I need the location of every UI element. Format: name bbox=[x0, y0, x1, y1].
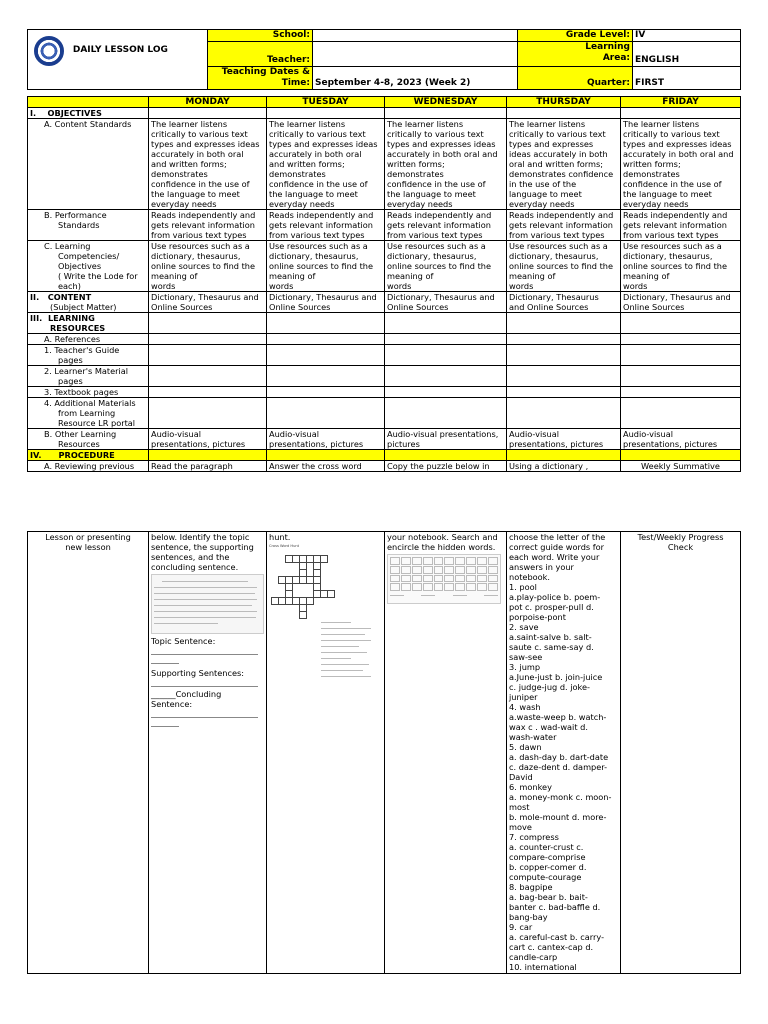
cell-line: demonstrates bbox=[623, 169, 680, 179]
cell-lines bbox=[385, 241, 507, 292]
cell-line: Reads independently and bbox=[509, 210, 614, 220]
cell-text: hunt. bbox=[269, 532, 291, 542]
cell-line: cart c. cantex-cap d. bbox=[509, 942, 594, 952]
cell-line: critically to various text bbox=[269, 129, 366, 139]
dates-label: Teaching Dates & Time: bbox=[208, 67, 313, 90]
cell-line: from various text types bbox=[269, 230, 365, 240]
row-label: B. Performance Standards bbox=[28, 210, 149, 241]
cell-line: words bbox=[269, 281, 294, 291]
tuesday-continued-cell bbox=[267, 532, 385, 974]
cell-line: answers in your bbox=[509, 562, 574, 572]
answer-line bbox=[151, 678, 258, 687]
cell-line: a. bag-bear b. bait- bbox=[509, 892, 588, 902]
cell-line: online sources to find the bbox=[151, 261, 256, 271]
cell-lines bbox=[621, 429, 741, 450]
additional-materials-row bbox=[28, 398, 741, 429]
cell-line: and written forms; bbox=[151, 159, 227, 169]
cell-lines bbox=[621, 210, 741, 241]
objectives-row bbox=[28, 108, 741, 119]
cell-line: Dictionary, Thesaurus and bbox=[269, 292, 377, 302]
reviewing-row bbox=[28, 461, 741, 472]
topic-sentence-label: Topic Sentence: bbox=[151, 636, 216, 646]
cell-line: concluding sentence. bbox=[151, 562, 239, 572]
reviewing-cell: Copy the puzzle below in bbox=[385, 461, 507, 472]
cell-line: b. mole-mount d. more- bbox=[509, 812, 607, 822]
concluding-label: ______Concluding Sentence: bbox=[151, 689, 222, 709]
cell-lines bbox=[507, 241, 621, 292]
teacher-label: Teacher: bbox=[208, 42, 313, 67]
cell-line: gets relevant information bbox=[387, 220, 491, 230]
teachers-guide-row bbox=[28, 345, 741, 366]
monday-continued-cell bbox=[149, 532, 267, 974]
cell-line: gets relevant information bbox=[509, 220, 613, 230]
cell-line: confidence in the use of bbox=[387, 179, 486, 189]
cell-lines bbox=[385, 119, 507, 210]
cell-line: most bbox=[509, 802, 530, 812]
cell-line: demonstrates confidence bbox=[509, 169, 614, 179]
cell-lines bbox=[507, 119, 621, 210]
cell-line: sentence, the supporting bbox=[151, 542, 254, 552]
header-table bbox=[27, 29, 741, 90]
logo-cell bbox=[28, 30, 208, 90]
cell-line: in the use of the bbox=[509, 179, 577, 189]
cell-line: everyday needs bbox=[623, 199, 689, 209]
day-header: FRIDAY bbox=[621, 97, 741, 108]
cell-lines bbox=[621, 292, 741, 313]
cell-lines bbox=[385, 429, 507, 450]
cell-line: words bbox=[387, 281, 412, 291]
cell-line: dictionary, thesaurus, bbox=[387, 251, 477, 261]
cell-lines bbox=[267, 292, 385, 313]
cell-line: Reads independently and bbox=[269, 210, 374, 220]
cell-line: gets relevant information bbox=[269, 220, 373, 230]
reviewing-cell: Weekly Summative bbox=[621, 461, 741, 472]
cell-line: The learner listens bbox=[151, 119, 228, 129]
cell-line: accurately in both oral and bbox=[623, 149, 734, 159]
cell-line: 2. save bbox=[509, 622, 539, 632]
cell-line: dictionary, thesaurus, bbox=[623, 251, 713, 261]
cell-lines bbox=[507, 292, 621, 313]
cell-lines bbox=[387, 532, 504, 552]
crossword-image bbox=[269, 549, 377, 689]
cell-line: a. counter-crust c. bbox=[509, 842, 584, 852]
cell-line: online sources to find the bbox=[509, 261, 614, 271]
cell-line: correct guide words for bbox=[509, 542, 605, 552]
cell-lines bbox=[149, 241, 267, 292]
cell-line: everyday needs bbox=[269, 199, 335, 209]
cell-line: a. careful-cast b. carry- bbox=[509, 932, 605, 942]
continuation-row bbox=[28, 532, 741, 974]
cell-lines bbox=[507, 429, 621, 450]
cell-line: words bbox=[151, 281, 176, 291]
cell-line: demonstrates bbox=[151, 169, 208, 179]
cell-line: meaning of bbox=[509, 271, 556, 281]
cell-line: confidence in the use of bbox=[623, 179, 722, 189]
row-label: Lesson or presenting new lesson bbox=[28, 532, 149, 974]
cell-line: 10. international bbox=[509, 962, 577, 972]
cell-line: Audio-visual presentations, bbox=[387, 429, 499, 439]
word-search-image bbox=[387, 554, 501, 604]
row-label: A. References bbox=[28, 334, 149, 345]
answer-line bbox=[151, 709, 258, 718]
content-row bbox=[28, 292, 741, 313]
references-row bbox=[28, 334, 741, 345]
cell-line: 6. monkey bbox=[509, 782, 552, 792]
quarter-label: Quarter: bbox=[518, 67, 633, 90]
cell-line: critically to various text bbox=[509, 129, 606, 139]
cell-line: confidence in the use of bbox=[269, 179, 368, 189]
cell-lines bbox=[149, 119, 267, 210]
cell-line: written forms; bbox=[387, 159, 445, 169]
cell-line: saute c. same-say d. bbox=[509, 642, 594, 652]
cell-line: sentences, and the bbox=[151, 552, 230, 562]
cell-line: The learner listens bbox=[387, 119, 464, 129]
cell-lines bbox=[621, 241, 741, 292]
cell-line: compute-courage bbox=[509, 872, 582, 882]
cell-line: critically to various text bbox=[623, 129, 720, 139]
row-label: II. CONTENT (Subject Matter) bbox=[28, 292, 149, 313]
cell-line: gets relevant information bbox=[151, 220, 255, 230]
cell-line: the language to meet bbox=[151, 189, 240, 199]
cell-line: wax c . wad-wait d. bbox=[509, 722, 588, 732]
competencies-row bbox=[28, 241, 741, 292]
reviewing-cell: Answer the cross word bbox=[267, 461, 385, 472]
cell-line: Use resources such as a bbox=[269, 241, 368, 251]
row-label: A. Content Standards bbox=[28, 119, 149, 210]
cell-line: Audio-visual bbox=[269, 429, 320, 439]
cell-line: 4. wash bbox=[509, 702, 541, 712]
cell-line: language to meet bbox=[509, 189, 582, 199]
cell-lines bbox=[267, 241, 385, 292]
wednesday-continued-cell bbox=[385, 532, 507, 974]
row-label: 1. Teacher's Guide pages bbox=[28, 345, 149, 366]
day-header: MONDAY bbox=[149, 97, 267, 108]
cell-line: and Online Sources bbox=[509, 302, 589, 312]
cell-line: demonstrates bbox=[387, 169, 444, 179]
answer-line bbox=[151, 646, 258, 655]
cell-line: Dictionary, Thesaurus and bbox=[387, 292, 495, 302]
procedure-row bbox=[28, 450, 741, 461]
thursday-continued-cell bbox=[507, 532, 621, 974]
cell-line: pot c. prosper-pull d. bbox=[509, 602, 594, 612]
cell-line: c. judge-jug d. joke- bbox=[509, 682, 590, 692]
cell-line: the language to meet bbox=[387, 189, 476, 199]
cell-lines bbox=[267, 119, 385, 210]
cell-line: b. copper-comer d. bbox=[509, 862, 587, 872]
cell-lines bbox=[267, 429, 385, 450]
cell-line: notebook. bbox=[509, 572, 551, 582]
cell-line: your notebook. Search and bbox=[387, 532, 498, 542]
cell-line: from various text types bbox=[623, 230, 719, 240]
row-label: A. Reviewing previous bbox=[28, 461, 149, 472]
cell-line: presentations, pictures bbox=[151, 439, 246, 449]
crossword-title: Cross Word Hunt bbox=[269, 544, 300, 548]
cell-line: Reads independently and bbox=[387, 210, 492, 220]
cell-line: Dictionary, Thesaurus bbox=[509, 292, 599, 302]
cell-line: types and expresses bbox=[509, 139, 594, 149]
cell-line: the language to meet bbox=[623, 189, 712, 199]
teacher-value bbox=[313, 42, 518, 67]
cell-lines bbox=[151, 532, 264, 572]
days-header-row bbox=[28, 97, 741, 108]
cell-line: accurately in both oral and bbox=[387, 149, 498, 159]
cell-line: from various text types bbox=[509, 230, 605, 240]
cell-lines bbox=[385, 292, 507, 313]
cell-line: The learner listens bbox=[509, 119, 586, 129]
cell-line: confidence in the use of bbox=[151, 179, 250, 189]
cell-line: Check bbox=[667, 542, 694, 552]
cell-line: Audio-visual bbox=[623, 429, 674, 439]
section-label: I. OBJECTIVES bbox=[28, 108, 149, 119]
cell-line: the language to meet bbox=[269, 189, 358, 199]
resources-row bbox=[28, 313, 741, 334]
cell-line: words bbox=[509, 281, 534, 291]
cell-line: accurately in both oral bbox=[151, 149, 244, 159]
cell-line: everyday needs bbox=[509, 199, 575, 209]
cell-line: written forms; bbox=[623, 159, 681, 169]
continuation-table bbox=[27, 531, 741, 974]
learners-material-row bbox=[28, 366, 741, 387]
cell-line: pictures bbox=[387, 439, 420, 449]
day-header: WEDNESDAY bbox=[385, 97, 507, 108]
cell-line: The learner listens bbox=[623, 119, 700, 129]
cell-line: below. Identify the topic bbox=[151, 532, 250, 542]
day-header: THURSDAY bbox=[507, 97, 621, 108]
logo-title: DAILY LESSON LOG bbox=[72, 44, 168, 55]
cell-lines bbox=[149, 292, 267, 313]
cell-line: types and expresses ideas bbox=[151, 139, 260, 149]
cell-lines bbox=[507, 210, 621, 241]
cell-line: juniper bbox=[509, 692, 538, 702]
content-standards-row bbox=[28, 119, 741, 210]
cell-line: Dictionary, Thesaurus and bbox=[623, 292, 731, 302]
cell-line: meaning of bbox=[387, 271, 434, 281]
cell-line: presentations, pictures bbox=[509, 439, 604, 449]
performance-row bbox=[28, 210, 741, 241]
cell-line: 3. jump bbox=[509, 662, 541, 672]
cell-line: Dictionary, Thesaurus and bbox=[151, 292, 259, 302]
cell-line: 8. bagpipe bbox=[509, 882, 553, 892]
corner-cell bbox=[28, 97, 149, 108]
cell-line: Audio-visual bbox=[509, 429, 560, 439]
cell-line: oral and written forms; bbox=[509, 159, 603, 169]
cell-line: Test/Weekly Progress bbox=[637, 532, 724, 542]
cell-line: David bbox=[509, 772, 533, 782]
cell-line: 1. pool bbox=[509, 582, 537, 592]
cell-line: saw-see bbox=[509, 652, 543, 662]
cell-line: a.June-just b. join-juice bbox=[509, 672, 603, 682]
cell-line: wash-water bbox=[509, 732, 557, 742]
cell-lines bbox=[385, 210, 507, 241]
grade-value: IV bbox=[633, 30, 741, 42]
cell-line: online sources to find the bbox=[387, 261, 492, 271]
cell-line: Use resources such as a bbox=[387, 241, 486, 251]
cell-line: a.waste-weep b. watch- bbox=[509, 712, 607, 722]
cell-line: Online Sources bbox=[623, 302, 685, 312]
cell-line: types and expresses ideas bbox=[623, 139, 732, 149]
learning-area-value: ENGLISH bbox=[633, 42, 741, 67]
row-label: 2. Learner's Material pages bbox=[28, 366, 149, 387]
cell-line: banter c. bad-baffle d. bbox=[509, 902, 601, 912]
cell-line: 5. dawn bbox=[509, 742, 542, 752]
other-resources-row bbox=[28, 429, 741, 450]
cell-line: meaning of bbox=[269, 271, 316, 281]
friday-continued-cell bbox=[621, 532, 741, 974]
cell-line: words bbox=[623, 281, 648, 291]
section-label: IV. PROCEDURE bbox=[28, 450, 149, 461]
cell-line: everyday needs bbox=[151, 199, 217, 209]
row-label: 3. Textbook pages bbox=[28, 387, 149, 398]
cell-line: gets relevant information bbox=[623, 220, 727, 230]
cell-line: c. daze-dent d. damper- bbox=[509, 762, 608, 772]
quarter-value: FIRST bbox=[633, 67, 741, 90]
cell-line: compare-comprise bbox=[509, 852, 586, 862]
cell-line: 9. car bbox=[509, 922, 533, 932]
cell-line: porpoise-pont bbox=[509, 612, 566, 622]
deped-seal-icon bbox=[34, 36, 64, 66]
cell-lines bbox=[267, 210, 385, 241]
answer-line bbox=[151, 718, 179, 727]
answer-line bbox=[151, 655, 179, 664]
cell-line: dictionary, thesaurus, bbox=[151, 251, 241, 261]
cell-line: 7. compress bbox=[509, 832, 559, 842]
paragraph-image bbox=[151, 574, 264, 634]
cell-line: from various text types bbox=[387, 230, 483, 240]
cell-line: move bbox=[509, 822, 532, 832]
cell-line: Audio-visual bbox=[151, 429, 202, 439]
cell-lines bbox=[149, 429, 267, 450]
cell-line: ideas accurately in both bbox=[509, 149, 608, 159]
cell-line: presentations, pictures bbox=[269, 439, 364, 449]
cell-lines bbox=[623, 532, 738, 552]
cell-line: dictionary, thesaurus, bbox=[269, 251, 359, 261]
supporting-sentences-label: Supporting Sentences: bbox=[151, 668, 245, 678]
cell-line: accurately in both oral bbox=[269, 149, 362, 159]
cell-line: Use resources such as a bbox=[623, 241, 722, 251]
learning-area-label: Learning Area: bbox=[518, 42, 633, 67]
row-label: III. LEARNING RESOURCES bbox=[28, 313, 149, 334]
cell-line: Reads independently and bbox=[623, 210, 728, 220]
day-header: TUESDAY bbox=[267, 97, 385, 108]
cell-line: choose the letter of the bbox=[509, 532, 606, 542]
reviewing-cell: Using a dictionary , bbox=[507, 461, 621, 472]
cell-lines bbox=[509, 532, 618, 972]
reviewing-cell: Read the paragraph bbox=[149, 461, 267, 472]
cell-line: a. money-monk c. moon- bbox=[509, 792, 612, 802]
school-label: School: bbox=[208, 30, 313, 42]
cell-line: types and expresses ideas bbox=[269, 139, 378, 149]
grade-label: Grade Level: bbox=[518, 30, 633, 42]
cell-line: a. dash-day b. dart-date bbox=[509, 752, 609, 762]
cell-line: encircle the hidden words. bbox=[387, 542, 496, 552]
cell-line: types and expresses ideas bbox=[387, 139, 496, 149]
cell-line: a.saint-salve b. salt- bbox=[509, 632, 592, 642]
cell-line: critically to various text bbox=[151, 129, 248, 139]
cell-line: Online Sources bbox=[151, 302, 213, 312]
cell-line: Use resources such as a bbox=[509, 241, 608, 251]
row-label: B. Other Learning Resources bbox=[28, 429, 149, 450]
cell-line: everyday needs bbox=[387, 199, 453, 209]
cell-line: dictionary, thesaurus, bbox=[509, 251, 599, 261]
cell-lines bbox=[621, 119, 741, 210]
row-label: 4. Additional Materials from Learning Resource LR portal bbox=[28, 398, 149, 429]
cell-line: Use resources such as a bbox=[151, 241, 250, 251]
cell-line: presentations, pictures bbox=[623, 439, 718, 449]
cell-line: a.play-police b. poem- bbox=[509, 592, 601, 602]
cell-line: critically to various text bbox=[387, 129, 484, 139]
lesson-table bbox=[27, 96, 741, 472]
cell-line: and written forms; bbox=[269, 159, 345, 169]
cell-line: online sources to find the bbox=[623, 261, 728, 271]
cell-line: bang-bay bbox=[509, 912, 548, 922]
cell-line: demonstrates bbox=[269, 169, 326, 179]
cell-line: from various text types bbox=[151, 230, 247, 240]
dates-value: September 4-8, 2023 (Week 2) bbox=[313, 67, 518, 90]
cell-line: Online Sources bbox=[387, 302, 449, 312]
cell-lines bbox=[149, 210, 267, 241]
cell-line: meaning of bbox=[623, 271, 670, 281]
textbook-row bbox=[28, 387, 741, 398]
cell-line: online sources to find the bbox=[269, 261, 374, 271]
cell-line: Online Sources bbox=[269, 302, 331, 312]
cell-line: candle-carp bbox=[509, 952, 558, 962]
cell-line: The learner listens bbox=[269, 119, 346, 129]
cell-line: meaning of bbox=[151, 271, 198, 281]
school-value bbox=[313, 30, 518, 42]
cell-line: Reads independently and bbox=[151, 210, 256, 220]
row-label: C. Learning Competencies/ Objectives ( Write the Lode for each) bbox=[28, 241, 149, 292]
cell-line: each word. Write your bbox=[509, 552, 600, 562]
